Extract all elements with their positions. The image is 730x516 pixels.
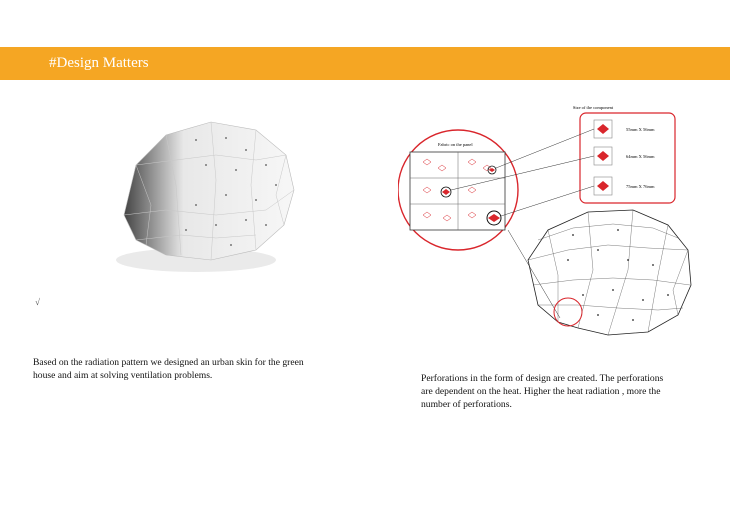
detail-callout-circle (554, 298, 582, 326)
header-banner (0, 47, 730, 80)
component-row-2 (594, 147, 655, 165)
size-label-2: 64mm X 56mm (626, 154, 655, 159)
shell-render-image (106, 110, 306, 280)
size-label-1: 55mm X 56mm (626, 127, 655, 132)
right-description: Perforations in the form of design are created. The perforations are dependent on the heat. Higher the heat radiation , more the number of perforations. (421, 372, 664, 410)
component-row-3 (594, 177, 655, 195)
component-size-title: Size of the component (572, 105, 614, 110)
perforation-diagram (398, 100, 698, 340)
check-mark: √ (35, 297, 40, 307)
size-label-3: 75mm X 76mm (626, 184, 655, 189)
component-row-1 (594, 120, 655, 138)
left-description: Based on the radiation pattern we designed an urban skin for the green house and aim at solving ventilation problems. (33, 356, 304, 381)
page-title: #Design Matters (49, 55, 149, 71)
fabric-panel-label: Fabric on the panel (438, 142, 473, 147)
